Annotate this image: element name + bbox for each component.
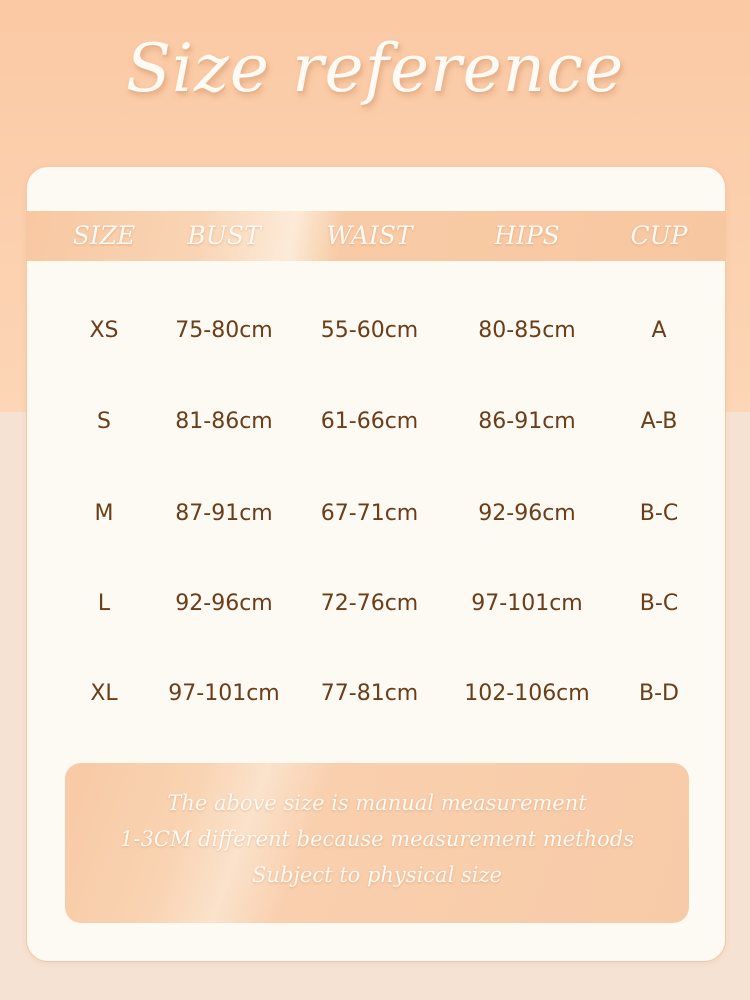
bust-cell: 75-80cm: [175, 318, 273, 343]
hips-cell: 86-91cm: [478, 409, 576, 434]
size-cell: S: [97, 409, 111, 434]
waist-cell: 72-76cm: [320, 591, 419, 616]
size-cell: M: [94, 501, 114, 526]
size-cell: XL: [90, 681, 118, 706]
waist-cell: 55-60cm: [320, 318, 419, 343]
cup-cell: A: [651, 318, 667, 343]
bust-cell: 92-96cm: [175, 591, 273, 616]
cup-cell: B-C: [639, 591, 679, 616]
waist-cell: 77-81cm: [320, 681, 419, 706]
note-line: The above size is manual measurement: [167, 791, 587, 815]
hips-cell: 102-106cm: [464, 681, 590, 706]
bust-cell: 87-91cm: [175, 501, 273, 526]
cup-cell: B-C: [639, 501, 679, 526]
size-table-card: [26, 166, 726, 962]
table-row: [27, 579, 725, 629]
size-cell: L: [97, 591, 111, 616]
hips-cell: 80-85cm: [478, 318, 576, 343]
note-line: 1-3CM different because measurement methods: [120, 827, 634, 851]
table-row: [27, 669, 725, 719]
table-row: [27, 397, 725, 447]
measurement-note-box: [65, 763, 689, 923]
column-header-bust: BUST: [187, 221, 261, 250]
hips-cell: 97-101cm: [471, 591, 583, 616]
waist-cell: 67-71cm: [320, 501, 419, 526]
column-header-size: SIZE: [72, 221, 136, 250]
column-header-cup: CUP: [630, 221, 688, 250]
note-line: Subject to physical size: [252, 863, 502, 887]
column-header-hips: HIPS: [494, 221, 560, 250]
table-row: [27, 306, 725, 356]
cup-cell: A-B: [640, 409, 678, 434]
waist-cell: 61-66cm: [320, 409, 419, 434]
bust-cell: 81-86cm: [175, 409, 273, 434]
hips-cell: 92-96cm: [478, 501, 576, 526]
size-cell: XS: [89, 318, 119, 343]
cup-cell: B-D: [639, 681, 679, 706]
table-row: [27, 489, 725, 539]
bust-cell: 97-101cm: [168, 681, 280, 706]
column-header-waist: WAIST: [326, 221, 413, 250]
page-title: Size reference: [125, 30, 625, 107]
